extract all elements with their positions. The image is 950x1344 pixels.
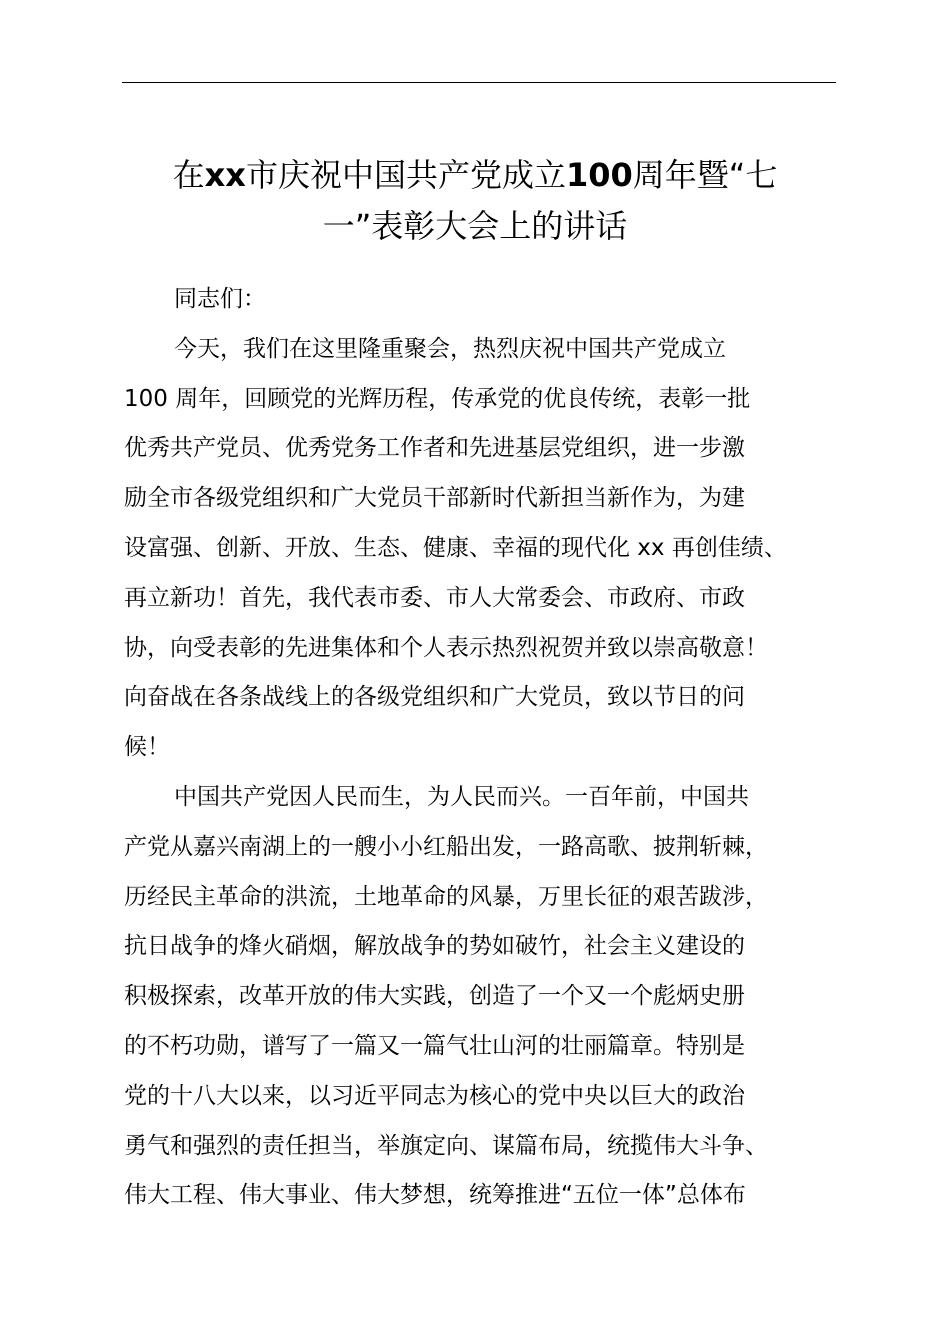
body-line: 100 周年，回顾党的光辉历程，传承党的优良传统，表彰一批 xyxy=(124,385,751,412)
salutation: 同志们： xyxy=(174,286,266,312)
body-line: 励全市各级党组织和广大党员干部新时代新担当新作为，为建 xyxy=(124,485,745,512)
body-line: 历经民主革命的洪流，土地革命的风暴，万里长征的艰苦跋涉， xyxy=(124,883,768,910)
title-line-2 xyxy=(100,201,850,252)
title-segment-bold: xx xyxy=(204,156,246,194)
title-segment: 周年暨“七 xyxy=(632,156,778,194)
title-segment: 市庆祝中国共产党成立 xyxy=(245,156,566,194)
title-segment: 在 xyxy=(172,156,205,194)
body-line: 的不朽功勋，谱写了一篇又一篇气壮山河的壮丽篇章。特别是 xyxy=(124,1032,745,1059)
body-line: 向奋战在各条战线上的各级党组织和广大党员，致以节日的问 xyxy=(124,684,745,711)
body-line: 勇气和强烈的责任担当，举旗定向、谋篇布局，统揽伟大斗争、 xyxy=(124,1132,768,1159)
title-segment: 一”表彰大会上的讲话 xyxy=(322,207,628,245)
body-line: 产党从嘉兴南湖上的一艘小小红船出发，一路高歌、披荆斩棘， xyxy=(124,833,768,860)
body-line: 候！ xyxy=(124,734,170,761)
document-body xyxy=(124,275,844,1221)
body-line: 伟大工程、伟大事业、伟大梦想，统筹推进“五位一体”总体布 xyxy=(124,1182,746,1209)
document-title xyxy=(100,150,850,252)
body-line: 设富强、创新、开放、生态、健康、幸福的现代化 xx 再创佳绩、 xyxy=(124,534,787,561)
body-line: 积极探索，改革开放的伟大实践，创造了一个又一个彪炳史册 xyxy=(124,983,745,1010)
body-line: 今天，我们在这里隆重聚会，热烈庆祝中国共产党成立 xyxy=(174,335,726,362)
header-rule xyxy=(122,82,836,83)
body-line: 再立新功！首先，我代表市委、市人大常委会、市政府、市政 xyxy=(124,584,745,611)
body-line: 抗日战争的烽火硝烟，解放战争的势如破竹，社会主义建设的 xyxy=(124,933,745,960)
body-line: 中国共产党因人民而生，为人民而兴。一百年前，中国共 xyxy=(174,783,749,810)
body-line: 优秀共产党员、优秀党务工作者和先进基层党组织，进一步激 xyxy=(124,435,745,462)
title-segment-bold: 100 xyxy=(565,156,633,194)
title-line-1 xyxy=(100,150,850,201)
body-line: 协，向受表彰的先进集体和个人表示热烈祝贺并致以崇高敬意！ xyxy=(124,634,768,661)
body-line: 党的十八大以来，以习近平同志为核心的党中央以巨大的政治 xyxy=(124,1082,745,1109)
